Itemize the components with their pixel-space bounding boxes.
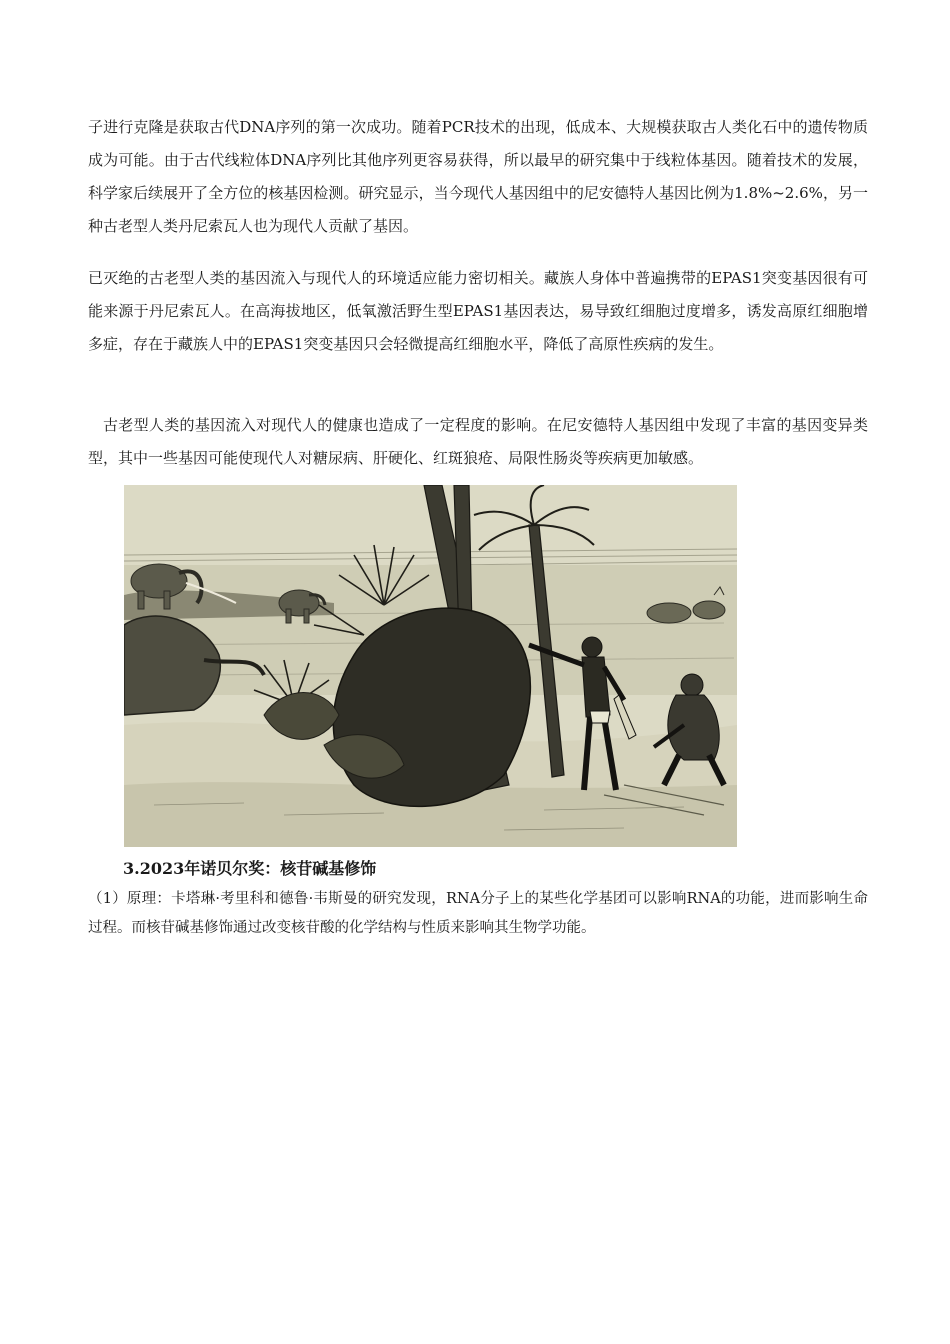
paragraph-nucleoside-modification: （1）原理：卡塔琳·考里科和德鲁·韦斯曼的研究发现，RNA分子上的某些化学基团可以影响RNA的功能，进而影响生命过程。而核苷碱基修饰通过改变核苷酸的化学结构与性质来影响其生物学功能。 [88,891,868,936]
paragraph-ancient-dna: 子进行克隆是获取古代DNA序列的第一次成功。随着PCR技术的出现，低成本、大规模获取古人类化石中的遗传物质成为可能。由于古代线粒体DNA序列比其他序列更容易获得，所以最早的研究集中于线粒体基因。随着技术的发展，科学家后续展开了全方位的核基因检测。研究显示，当今现代人基因组中的尼安德特人基因比例为1.8%~2.6%，另一种古老型人类丹尼索瓦人也为现代人贡献了基因。 [88,118,868,235]
paragraph-gene-flow-adaptation: 已灭绝的古老型人类的基因流入与现代人的环境适应能力密切相关。藏族人身体中普遍携带的EPAS1突变基因很有可能来源于丹尼索瓦人。在高海拔地区，低氧激活野生型EPAS1基因表达，易导致红细胞过度增多，诱发高原红细胞增多症，存在于藏族人中的EPAS1突变基因只会轻微提高红细胞水平，降低了高原性疾病的发生。 [88,269,868,353]
prehistoric-scene-illustration [124,485,737,847]
paragraph-gene-flow-health: 古老型人类的基因流入对现代人的健康也造成了一定程度的影响。在尼安德特人基因组中发现了丰富的基因变异类型，其中一些基因可能使现代人对糖尿病、肝硬化、红斑狼疮、局限性肠炎等疾病更加敏感。 [88,416,868,467]
section-heading: 3.2023年诺贝尔奖：核苷碱基修饰 [123,859,377,878]
